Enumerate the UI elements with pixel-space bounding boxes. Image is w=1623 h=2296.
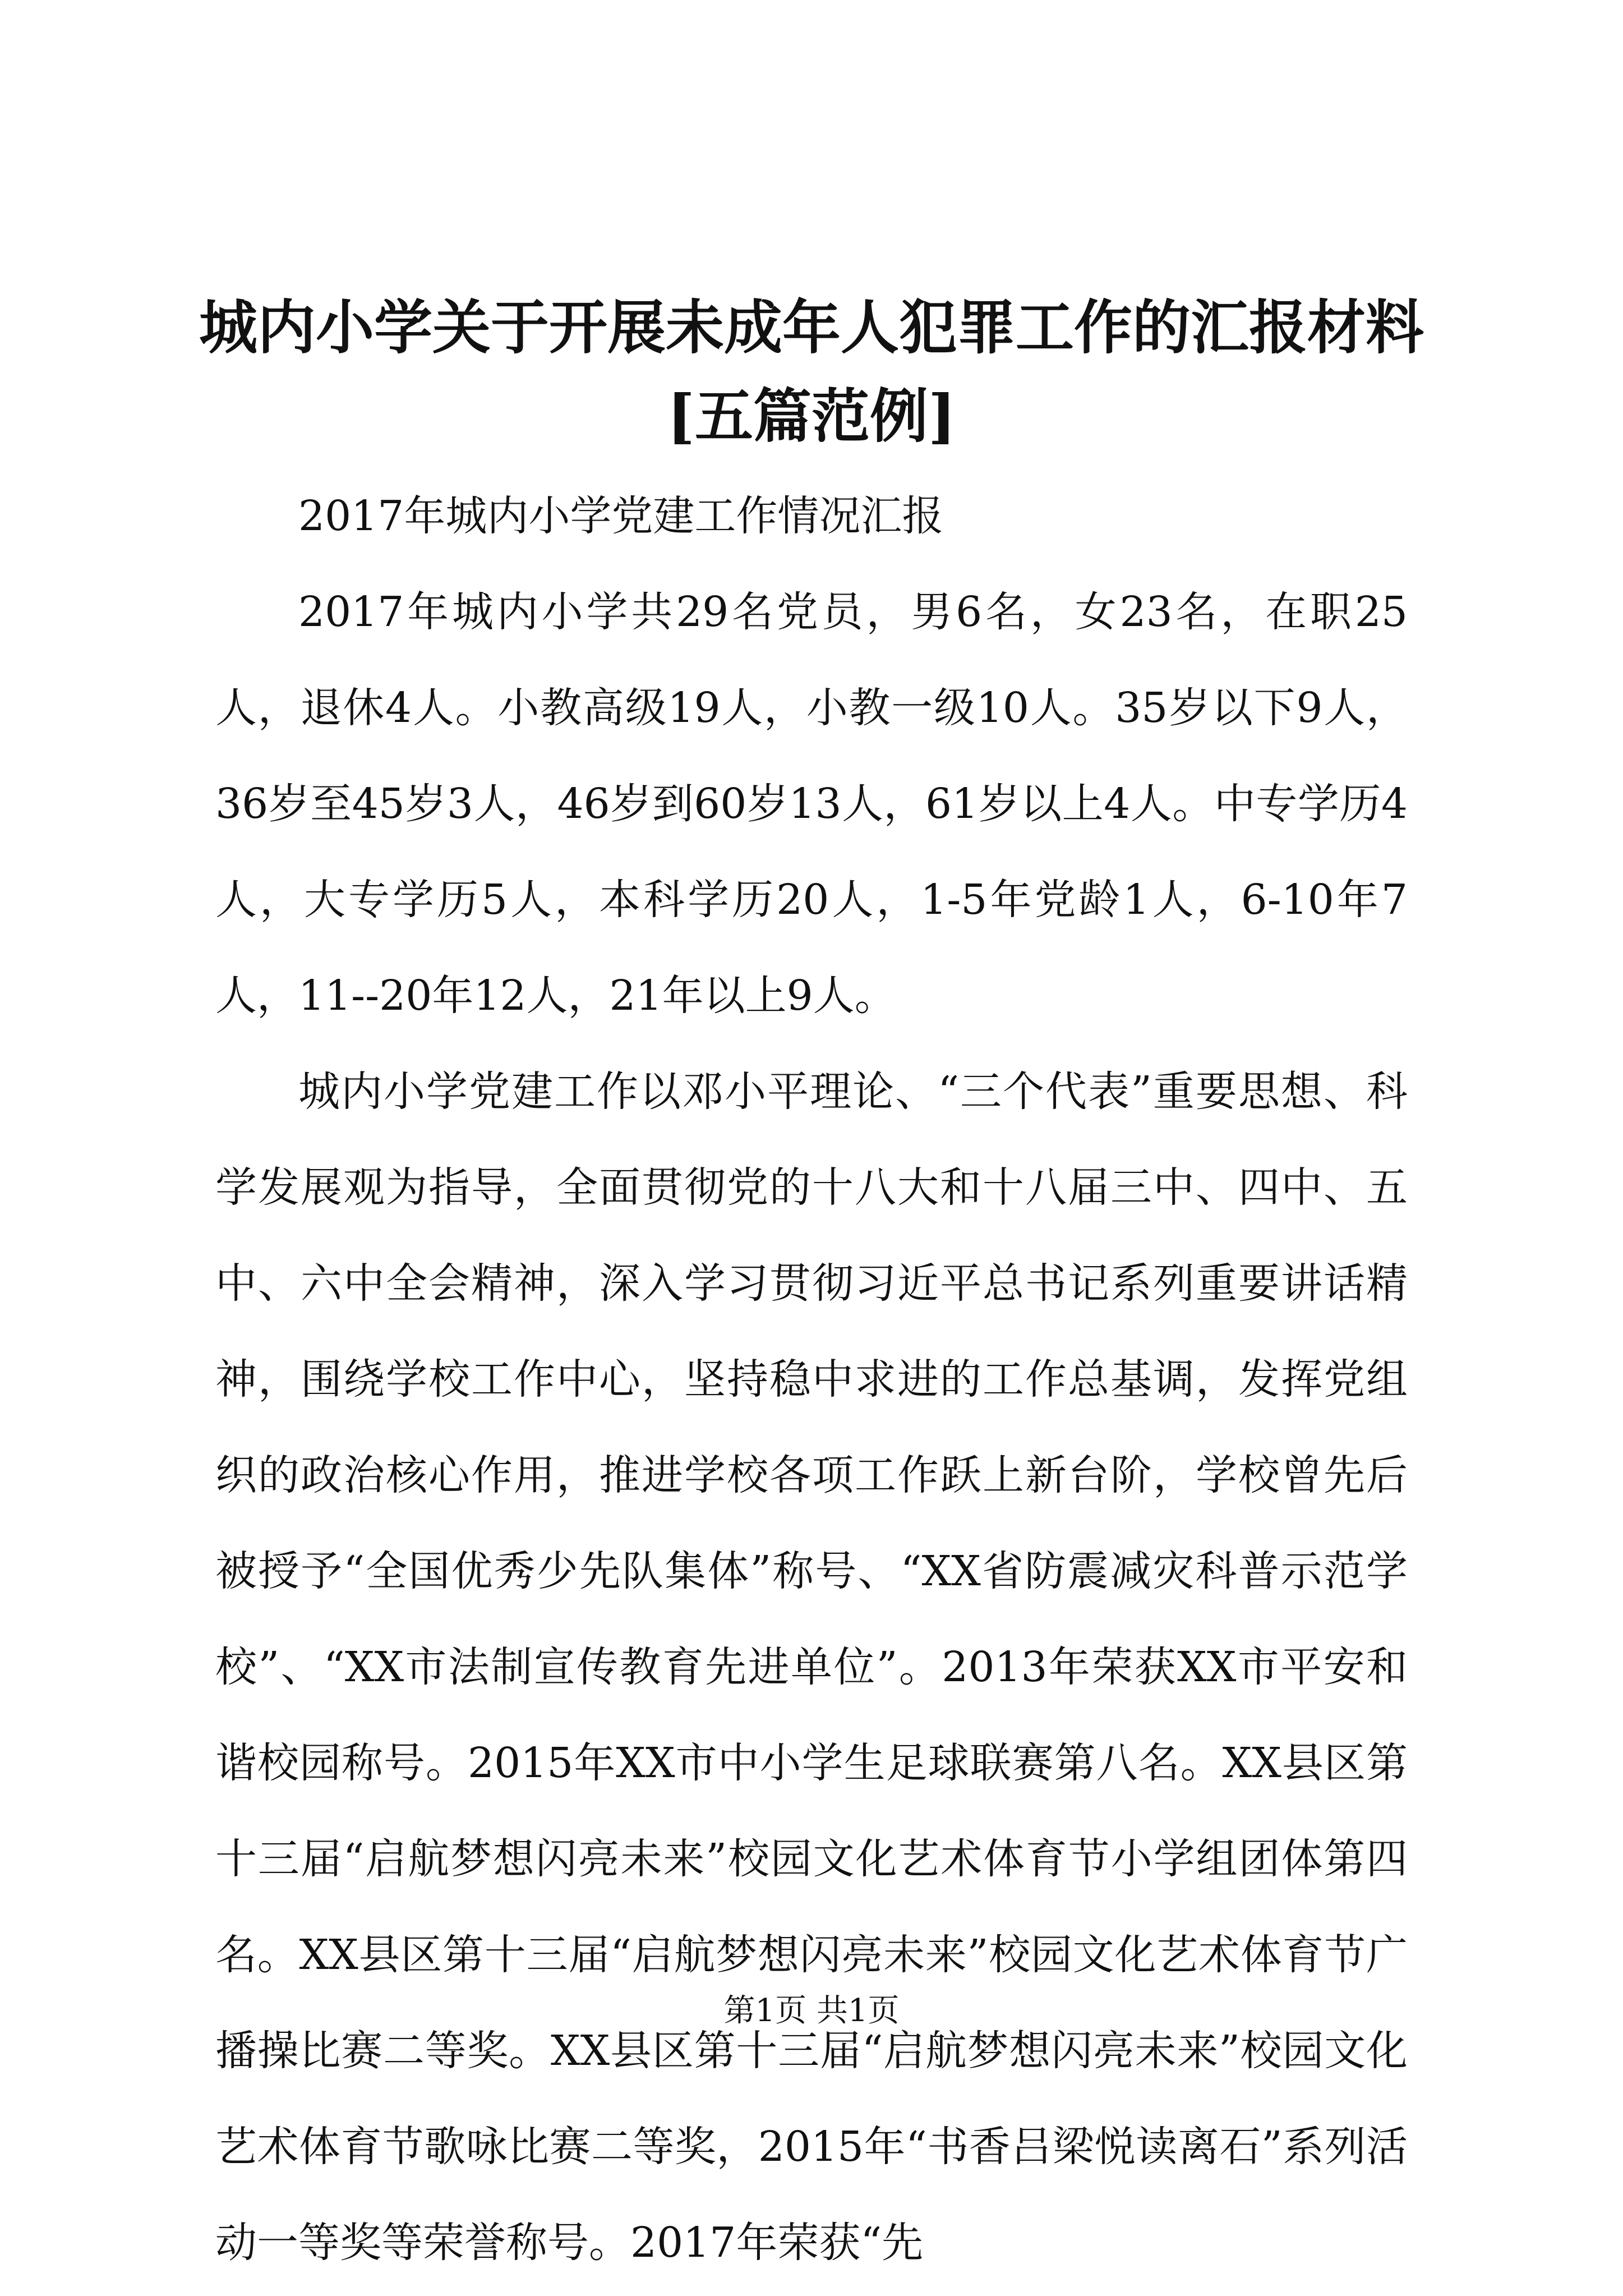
report-heading-paragraph: 2017年城内小学党建工作情况汇报 [298,492,944,540]
document-title: 城内小学关于开展未成年人犯罪工作的汇报材料[五篇范例] [199,293,1424,450]
page-number-footer: 第1页 共1页 [723,1993,900,2029]
party-work-paragraph: 城内小学党建工作以邓小平理论、“三个代表”重要思想、科学发展观为指导，全面贯彻党的十八大和十八届三中、四中、五中、六中全会精神，深入学习贯彻习近平总书记系列重要讲话精神，围绕学校工作中心，坚持稳中求进的工作总基调，发挥党组织的政治核心作用，推进学校各项工作跃上新台阶，学校曾先后被授予“全国优秀少先队集体”称号、“XX省防震减灾科普示范学校”、“XX市法制宣传教育先进单位”。2013年荣获XX市平安和谐校园称号。2015年XX市中小学生足球联赛第八名。XX县区第十三届“启航梦想闪亮未来”校园文化艺术体育节小学组团体第四名。XX县区第十三届“启航梦想闪亮未来”校园文化艺术体育节广播操比赛二等奖。XX县区第十三届“启航梦想闪亮未来”校园文化艺术体育节歌咏比赛二等奖，2015年“书香吕梁悦读离石”系列活动一等奖等荣誉称号。2017年荣获“先 [215,1068,1408,2267]
member-statistics-paragraph: 2017年城内小学共29名党员，男6名，女23名，在职25人，退休4人。小教高级19人，小教一级10人。35岁以下9人，36岁至45岁3人，46岁到60岁13人，61岁以上4人。中专学历4人，大专学历5人，本科学历20人，1-5年党龄1人，6-10年7人，11--20年12人，21年以上9人。 [215,588,1408,1020]
